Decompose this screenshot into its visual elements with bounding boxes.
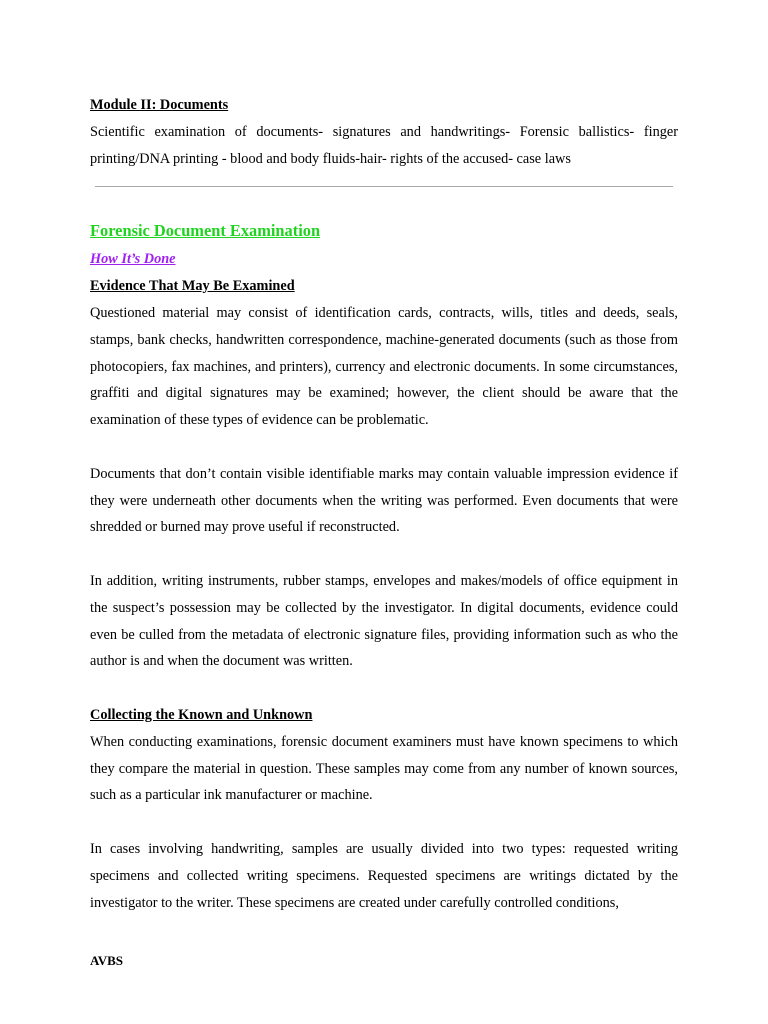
module-description: Scientific examination of documents- signatures and handwritings- Forensic ballistics- finger printing/DNA printing - blood and body fluids-hair- rights of the accused- case laws bbox=[90, 123, 678, 167]
section-heading-collecting: Collecting the Known and Unknown bbox=[90, 706, 313, 723]
module-heading: Module II: Documents bbox=[90, 97, 229, 113]
article-subtitle: How It’s Done bbox=[90, 251, 176, 268]
paragraph-gap bbox=[90, 434, 678, 461]
evidence-paragraph-3: In addition, writing instruments, rubber stamps, envelopes and makes/models of office equipment in the suspect’s possession may be collected by the investigator. In digital documents, evidence could even be culled from the metadata of electronic signature files, providing information such as who the author is and when the document was written. bbox=[90, 572, 678, 670]
collecting-paragraph-2: In cases involving handwriting, samples are usually divided into two types: requested writing specimens and collected writing specimens. Requested specimens are writings dictated by the investigator to the writer. These specimens are created under carefully controlled conditions, bbox=[90, 840, 678, 911]
evidence-paragraph-2: Documents that don’t contain visible identifiable marks may contain valuable impression evidence if they were underneath other documents when the writing was performed. Even documents that were shredded or burned may prove useful if reconstructed. bbox=[90, 465, 678, 536]
section-heading-evidence: Evidence That May Be Examined bbox=[90, 278, 295, 295]
collecting-paragraph-1: When conducting examinations, forensic document examiners must have known specimens to which they compare the material in question. These samples may come from any number of known sources, such as a particular ink manufacturer or machine. bbox=[90, 733, 678, 804]
paragraph-gap bbox=[90, 675, 678, 702]
article-title: Forensic Document Examination bbox=[90, 221, 321, 241]
evidence-paragraph-1: Questioned material may consist of identification cards, contracts, wills, titles and deeds, seals, stamps, bank checks, handwritten correspondence, machine-generated documents (such as those from photocopiers, fax machines, and printers), currency and electronic documents. In some circumstances, graffiti and digital signatures may be examined; however, the client should be aware that the examination of these types of evidence can be problematic. bbox=[90, 304, 678, 429]
paragraph-gap bbox=[90, 809, 678, 836]
paragraph-gap bbox=[90, 541, 678, 568]
page-footer: AVBS bbox=[90, 953, 124, 968]
horizontal-divider bbox=[95, 186, 673, 187]
document-page bbox=[90, 92, 678, 916]
